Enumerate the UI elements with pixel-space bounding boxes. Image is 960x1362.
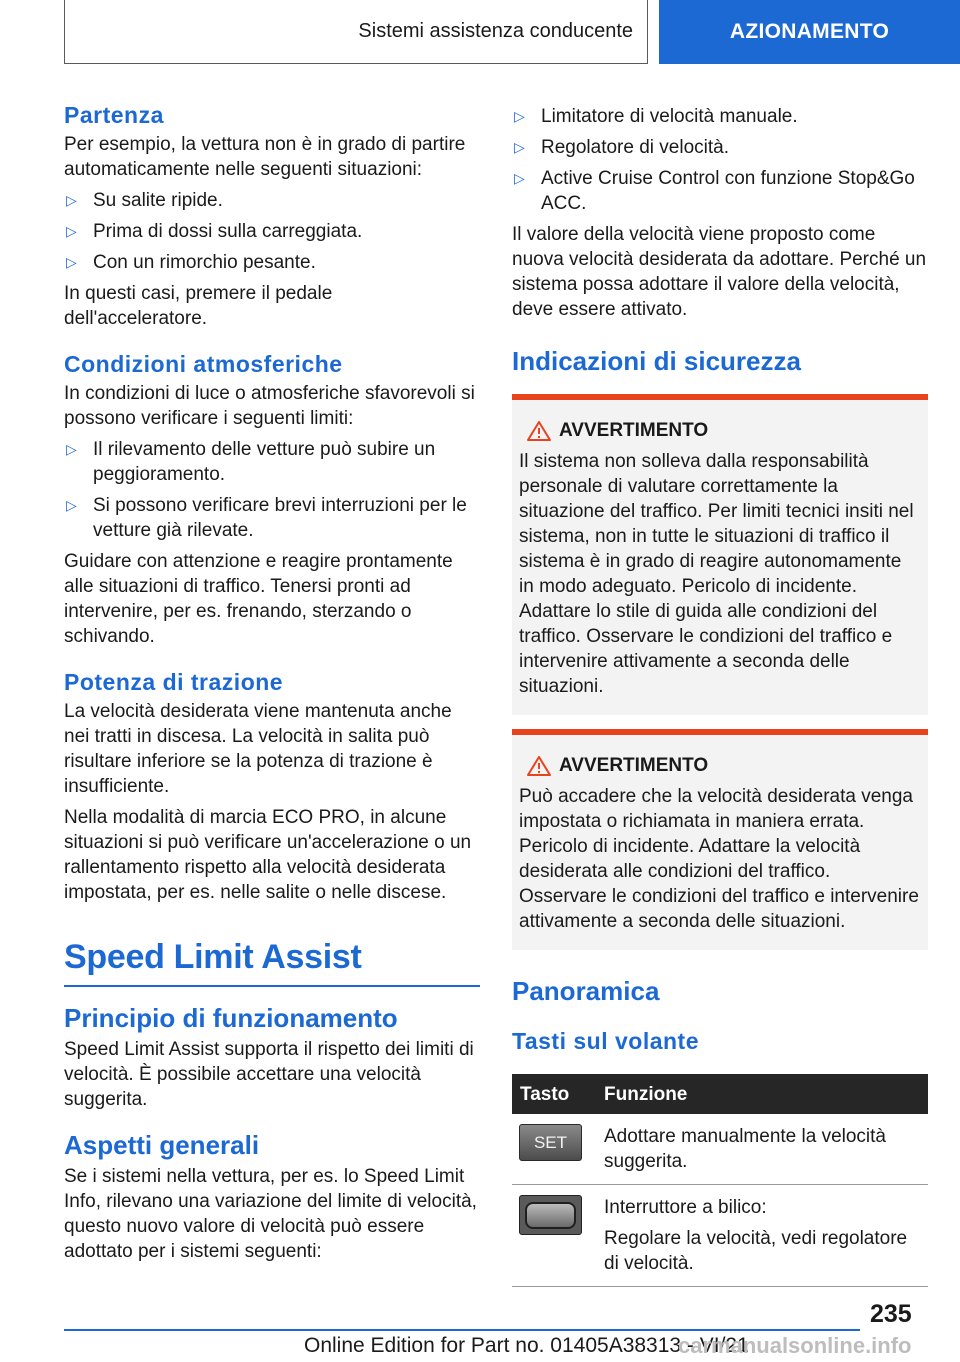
triangle-bullet-icon: ▷ [514,108,525,124]
table-cell-function [596,1185,928,1287]
triangle-bullet-icon: ▷ [66,254,77,270]
triangle-bullet-icon: ▷ [66,192,77,208]
partenza-intro: Per esempio, la vettura non è in grado di partire automaticamente nelle seguenti situazioni: [64,134,466,180]
triangle-bullet-icon: ▷ [514,139,525,155]
rocker-description: Regolare la velocità, vedi regolatore di velocità. [604,1228,908,1274]
warning-triangle-icon [519,420,559,442]
condizioni-intro: In condizioni di luce o atmosferiche sfavorevoli si possono verificare i seguenti limiti: [64,383,475,429]
column-header-key: Tasto [512,1074,596,1114]
watermark: carmanualsonline.info [678,1333,912,1358]
page-number: 235 [870,1300,912,1328]
right-column [512,100,928,1287]
triangle-bullet-icon: ▷ [514,170,525,186]
potenza-p2: Nella modalità di marcia ECO PRO, in alcune situazioni si può verificare un'accelerazione o un rallentamento rispetto alla velocità desiderata impostata, per es. nelle salite o nelle discese. [64,807,472,903]
table-row [512,1114,928,1185]
list-item: ▷ Su salite ripide. [66,190,223,211]
warning-box [512,394,928,715]
heading-condizioni: Condizioni atmosferiche [64,351,343,377]
warning-box [512,729,928,950]
list-item: ▷ Si possono verificare brevi interruzioni per le vetture già rilevate. [66,495,467,541]
chapter-title: AZIONAMENTO [729,20,890,43]
heading-principio: Principio di funzionamento [64,1003,398,1033]
table-cell-function: Adottare manualmente la velocità suggerita. [596,1114,928,1185]
systems-list [512,104,928,216]
list-item: ▷ Limitatore di velocità manuale. [514,106,798,127]
heading-tasti: Tasti sul volante [512,1028,700,1054]
table-header-row [512,1074,928,1114]
potenza-p1: La velocità desiderata viene mantenuta anche nei tratti in discesa. La velocità in salita può risultare inferiore se la potenza di trazione è insufficiente. [64,701,452,797]
list-item: ▷ Active Cruise Control con funzione Stop&Go ACC. [514,168,915,214]
footer-edition: Online Edition for Part no. 01405A38313 - VI/21 [304,1334,749,1357]
systems-outro: Il valore della velocità viene proposto come nuova velocità desiderata da adottare. Perché un sistema possa adottare il valore della velocità, deve essere attivato. [512,224,927,320]
heading-partenza: Partenza [64,102,164,128]
section-title: Sistemi assistenza conducente [358,20,633,42]
list-item: ▷ Il rilevamento delle vetture può subire un peggioramento. [66,439,436,485]
left-column [64,100,480,1264]
principio-text: Speed Limit Assist supporta il rispetto dei limiti di velocità. È possibile accettare una velocità suggerita. [64,1039,474,1110]
warning-text: Il sistema non solleva dalla responsabilità personale di valutare correttamente la situazione del traffico. Per limiti tecnici insiti nel sistema, non in tutte le situazioni di traffico il sistema è in grado di reagire autonomamente in modo adeguato. Pericolo di incidente. Adattare lo stile di guida alle condizioni del traffico. Osservare le condizioni del traffico e intervenire attivamente a seconda delle situazioni. [519,451,914,697]
list-item: ▷ Prima di dossi sulla carreggiata. [66,221,363,242]
triangle-bullet-icon: ▷ [66,441,77,457]
header-chapter-tab [659,0,960,64]
rocker-label: Interruttore a bilico: [604,1197,767,1218]
partenza-list [64,188,480,275]
condizioni-list [64,437,480,543]
footer-divider [64,1329,860,1331]
table-row [512,1185,928,1287]
column-header-function: Funzione [596,1074,928,1114]
aspetti-text: Se i sistemi nella vettura, per es. lo Speed Limit Info, rilevano una variazione del limite di velocità, questo nuovo valore di velocità può essere adottato per i sistemi seguenti: [64,1166,477,1262]
partenza-outro: In questi casi, premere il pedale dell'acceleratore. [64,283,333,329]
heading-aspetti: Aspetti generali [64,1130,260,1160]
list-item: ▷ Regolatore di velocità. [514,137,729,158]
heading-sicurezza: Indicazioni di sicurezza [512,346,801,376]
set-button-icon: SET [519,1124,582,1161]
warning-title: AVVERTIMENTO [519,418,921,443]
warning-title: AVVERTIMENTO [519,753,921,778]
keys-table [512,1074,928,1287]
rocker-switch-icon [519,1195,582,1235]
heading-speed-limit-assist: Speed Limit Assist [64,935,480,987]
table-cell-key [512,1114,596,1185]
warning-text: Può accadere che la velocità desiderata venga impostata o richiamata in maniera errata. Pericolo di incidente. Adattare la velocità desiderata alle condizioni del traffico. Osservare le condizioni del traffico e intervenire attivamente a seconda delle situazioni. [519,786,919,932]
warning-triangle-icon [519,755,559,777]
heading-potenza: Potenza di trazione [64,669,284,695]
condizioni-outro: Guidare con attenzione e reagire prontamente alle situazioni di traffico. Tenersi pronti ad intervenire, per es. frenando, sterzando o schivando. [64,551,453,647]
triangle-bullet-icon: ▷ [66,223,77,239]
heading-panoramica: Panoramica [512,976,660,1006]
list-item: ▷ Con un rimorchio pesante. [66,252,316,273]
triangle-bullet-icon: ▷ [66,497,77,513]
header-section-title [64,0,648,64]
table-cell-key [512,1185,596,1287]
